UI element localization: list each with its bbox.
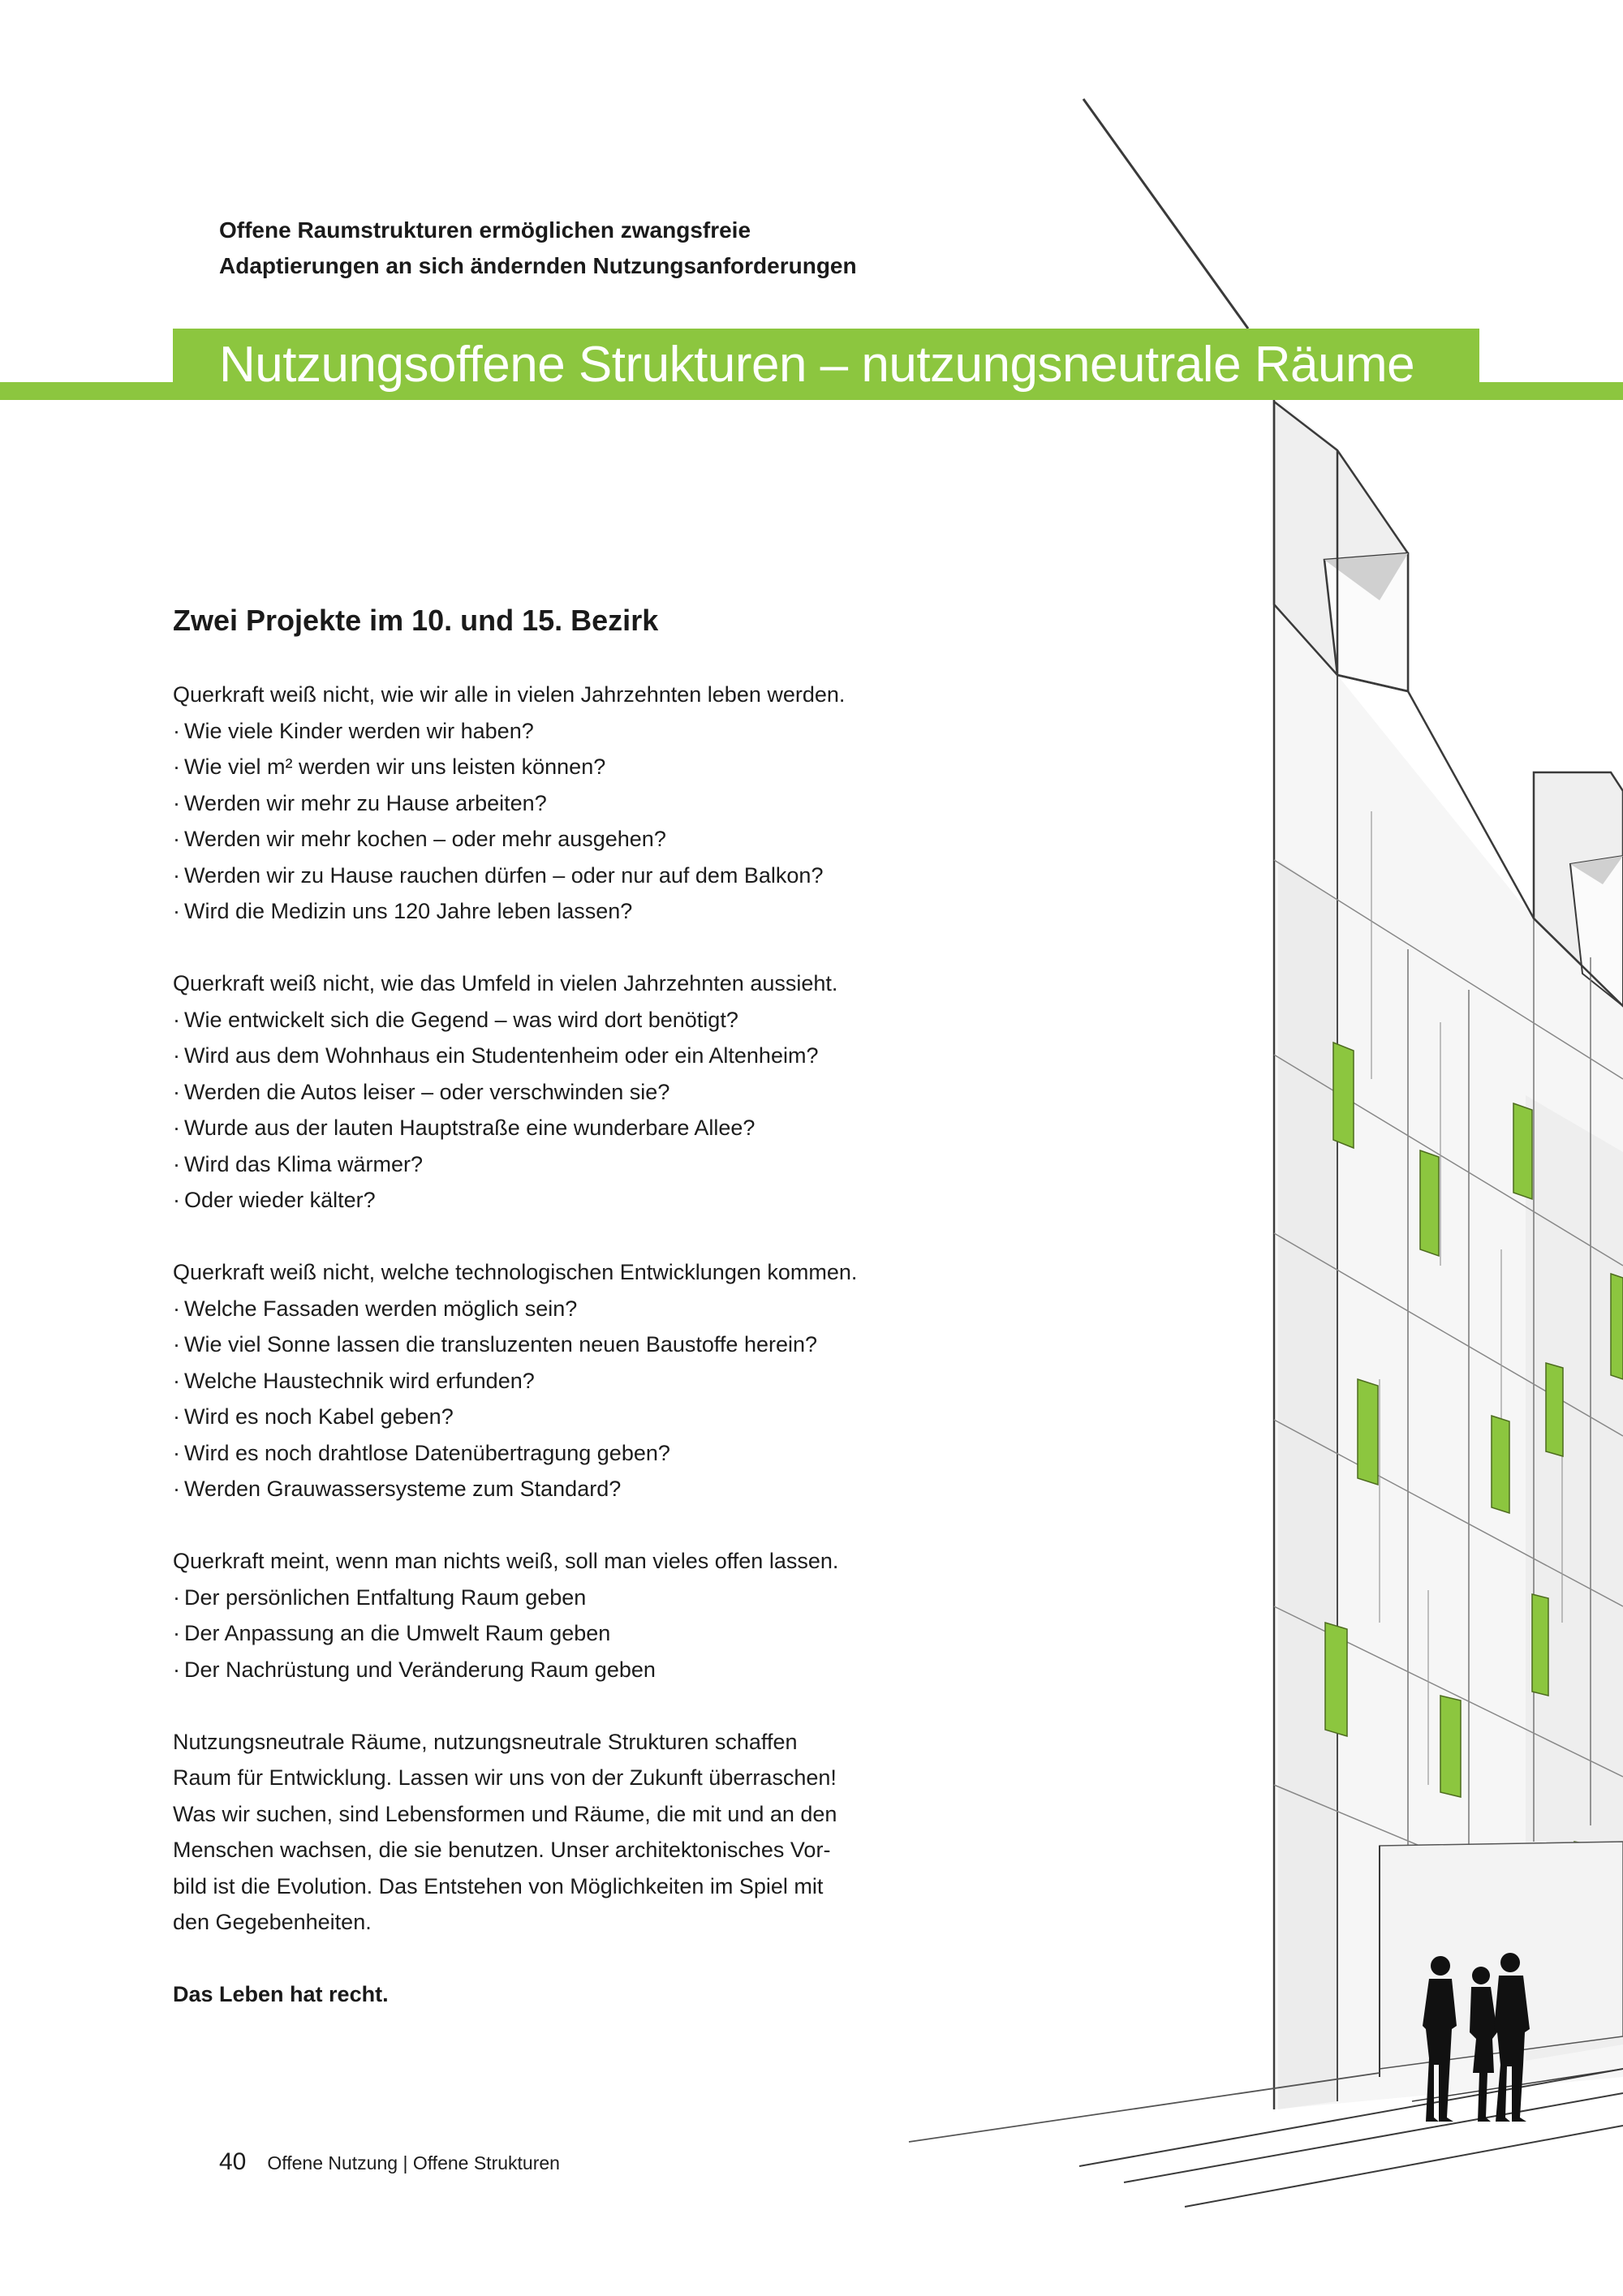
bullet-text: Der Anpassung an die Umwelt Raum geben — [184, 1621, 611, 1645]
bullet-text: Wie entwickelt sich die Gegend – was wird dort benötigt? — [184, 1007, 738, 1032]
bullet-dot: · — [173, 862, 180, 888]
bullet-text: Der Nachrüstung und Veränderung Raum geben — [184, 1657, 656, 1682]
bullet-text: Der persönlichen Entfaltung Raum geben — [184, 1584, 587, 1610]
bullet-text: Wie viele Kinder werden wir haben? — [184, 718, 534, 743]
paragraph-line: bild ist die Evolution. Das Entstehen von Möglichkeiten im Spiel mit — [173, 1873, 824, 1898]
bullet-dot: · — [173, 1151, 180, 1176]
bullet-item — [173, 1652, 903, 1688]
bullet-text: Wie viel Sonne lassen die transluzenten neuen Baustoffe herein? — [184, 1332, 818, 1357]
bullet-dot: · — [173, 755, 180, 779]
subtitle-line: Adaptierungen an sich ändernden Nutzungsanforderungen — [219, 253, 857, 278]
bullet-dot: · — [173, 1368, 180, 1393]
bullet-text: Wird aus dem Wohnhaus ein Studentenheim oder ein Altenheim? — [184, 1043, 819, 1068]
bullet-item — [173, 1146, 903, 1183]
closing-statement: Das Leben hat recht. — [173, 1982, 389, 2006]
paragraph-line: Raum für Entwicklung. Lassen wir uns von der Zukunft überraschen! — [173, 1765, 837, 1790]
paragraph-line: Was wir suchen, sind Lebensformen und Räume, die mit und an den — [173, 1801, 837, 1826]
bullet-dot: · — [173, 718, 180, 743]
bullet-item — [173, 1363, 903, 1400]
bullet-dot: · — [173, 827, 180, 851]
question-block — [173, 677, 903, 930]
bullet-item — [173, 1615, 903, 1652]
question-block — [173, 1254, 903, 1507]
block-intro: Querkraft weiß nicht, wie wir alle in vielen Jahrzehnten leben werden. — [173, 682, 846, 707]
bullet-dot: · — [173, 1296, 180, 1321]
bullet-item — [173, 893, 903, 930]
bullet-item — [173, 1182, 903, 1219]
bullet-dot: · — [173, 1043, 180, 1068]
bullet-item — [173, 1471, 903, 1507]
bullet-text: Wird die Medizin uns 120 Jahre leben lassen? — [184, 899, 633, 923]
bullet-dot: · — [173, 1332, 180, 1357]
paragraph-line: Menschen wachsen, die sie benutzen. Unser architektonisches Vor- — [173, 1838, 831, 1862]
bullet-dot: · — [173, 1440, 180, 1465]
bullet-item — [173, 1002, 903, 1038]
bullet-text: Welche Fassaden werden möglich sein? — [184, 1296, 578, 1321]
bullet-item — [173, 1580, 903, 1616]
bullet-item — [173, 749, 903, 785]
bullet-dot: · — [173, 1188, 180, 1212]
header-subtitle — [219, 213, 857, 284]
question-block — [173, 965, 903, 1219]
bullet-item — [173, 785, 903, 822]
bullet-item — [173, 1291, 903, 1327]
closing-paragraph — [173, 1724, 903, 1941]
block-intro: Querkraft meint, wenn man nichts weiß, soll man vieles offen lassen. — [173, 1549, 839, 1573]
bullet-text: Oder wieder kälter? — [184, 1188, 376, 1212]
bullet-text: Werden Grauwassersysteme zum Standard? — [184, 1477, 622, 1501]
bullet-dot: · — [173, 1657, 180, 1682]
block-intro: Querkraft weiß nicht, welche technologischen Entwicklungen kommen. — [173, 1260, 858, 1284]
bullet-dot: · — [173, 1007, 180, 1032]
bullet-dot: · — [173, 1477, 180, 1501]
bullet-item — [173, 1038, 903, 1074]
question-block — [173, 1543, 903, 1688]
bullet-text: Wird das Klima wärmer? — [184, 1151, 424, 1176]
bullet-item — [173, 1074, 903, 1111]
bullet-text: Wie viel m² werden wir uns leisten können? — [184, 755, 606, 779]
bullet-item — [173, 1435, 903, 1472]
paragraph-line: Nutzungsneutrale Räume, nutzungsneutrale Strukturen schaffen — [173, 1729, 798, 1754]
page-title: Nutzungsoffene Strukturen – nutzungsneutrale Räume — [219, 337, 1415, 393]
bullet-dot: · — [173, 1404, 180, 1429]
bullet-item — [173, 1399, 903, 1435]
bullet-dot: · — [173, 1116, 180, 1140]
bullet-dot: · — [173, 1584, 180, 1610]
article-body — [173, 599, 903, 2013]
bullet-text: Wird es noch Kabel geben? — [184, 1404, 454, 1429]
bullet-item — [173, 713, 903, 750]
bullet-text: Werden wir zu Hause rauchen dürfen – oder nur auf dem Balkon? — [184, 862, 824, 888]
page-footer — [219, 2148, 560, 2176]
bullet-dot: · — [173, 899, 180, 923]
bullet-dot: · — [173, 1621, 180, 1645]
block-intro: Querkraft weiß nicht, wie das Umfeld in vielen Jahrzehnten aussieht. — [173, 971, 838, 995]
bullet-item — [173, 1110, 903, 1146]
bullet-item — [173, 821, 903, 858]
page-number: 40 — [219, 2148, 247, 2175]
subtitle-line: Offene Raumstrukturen ermöglichen zwangsfreie — [219, 217, 751, 243]
bullet-text: Welche Haustechnik wird erfunden? — [184, 1368, 535, 1393]
bullet-item — [173, 1326, 903, 1363]
footer-section-title: Offene Nutzung | Offene Strukturen — [267, 2152, 560, 2173]
bullet-item — [173, 858, 903, 894]
people-silhouette-icon — [1416, 1951, 1538, 2126]
paragraph-line: den Gegebenheiten. — [173, 1910, 372, 1934]
bullet-text: Werden wir mehr kochen – oder mehr ausgehen? — [184, 827, 666, 851]
section-heading: Zwei Projekte im 10. und 15. Bezirk — [173, 604, 659, 637]
bullet-dot: · — [173, 1079, 180, 1104]
bullet-dot: · — [173, 790, 180, 815]
bullet-text: Werden wir mehr zu Hause arbeiten? — [184, 790, 547, 815]
bullet-text: Werden die Autos leiser – oder verschwinden sie? — [184, 1079, 670, 1104]
bullet-text: Wurde aus der lauten Hauptstraße eine wunderbare Allee? — [184, 1116, 756, 1140]
bullet-text: Wird es noch drahtlose Datenübertragung geben? — [184, 1440, 670, 1465]
